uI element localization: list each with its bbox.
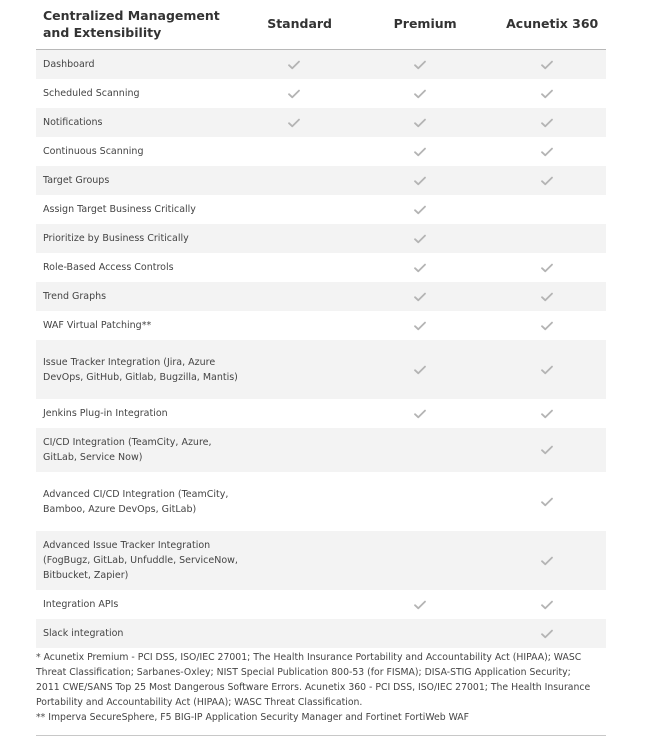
cell-premium — [346, 263, 493, 273]
table-row — [36, 590, 606, 619]
table-row — [36, 79, 606, 108]
cell-acunetix-360 — [493, 629, 601, 639]
cell-premium — [346, 321, 493, 331]
check-icon — [541, 321, 553, 331]
cell-premium — [346, 176, 493, 186]
cell-acunetix-360 — [493, 147, 601, 157]
cell-premium — [346, 292, 493, 302]
bottom-divider — [36, 735, 606, 736]
cell-acunetix-360 — [493, 292, 601, 302]
feature-label: Advanced CI/CD Integration (TeamCity, Bamboo, Azure DevOps, GitLab) — [43, 488, 229, 515]
check-icon — [414, 205, 426, 215]
feature-label: Scheduled Scanning — [43, 88, 140, 99]
table-row — [36, 619, 606, 648]
check-icon — [541, 147, 553, 157]
cell-acunetix-360 — [493, 321, 601, 331]
cell-acunetix-360 — [493, 89, 601, 99]
footnote-waf: ** Imperva SecureSphere, F5 BIG-IP Application Security Manager and Fortinet FortiWeb WAF — [36, 712, 469, 723]
table-row — [36, 195, 606, 224]
table-row — [36, 108, 606, 137]
cell-acunetix-360 — [493, 497, 601, 507]
table-row — [36, 399, 606, 428]
check-icon — [414, 60, 426, 70]
check-icon — [541, 118, 553, 128]
check-icon — [414, 263, 426, 273]
table-row — [36, 531, 606, 590]
feature-label: CI/CD Integration (TeamCity, Azure, GitLab, Service Now) — [43, 437, 212, 463]
check-icon — [414, 176, 426, 186]
cell-acunetix-360 — [493, 445, 601, 455]
cell-premium — [346, 147, 493, 157]
check-icon — [541, 445, 553, 455]
table-row — [36, 311, 606, 340]
cell-premium — [346, 118, 493, 128]
check-icon — [541, 409, 553, 419]
table-row — [36, 50, 606, 79]
feature-label: Integration APIs — [43, 599, 119, 610]
cell-acunetix-360 — [493, 60, 601, 70]
feature-label: Advanced Issue Tracker Integration (FogBugz, GitLab, Unfuddle, ServiceNow, Bitbucket, Zapier) — [43, 540, 238, 581]
feature-label: Continuous Scanning — [43, 146, 144, 157]
check-icon — [414, 118, 426, 128]
feature-label: Target Groups — [43, 175, 110, 186]
check-icon — [541, 497, 553, 507]
cell-standard — [241, 60, 346, 70]
check-icon — [541, 365, 553, 375]
cell-premium — [346, 234, 493, 244]
feature-label: Prioritize by Business Critically — [43, 233, 189, 244]
feature-label: Jenkins Plug-in Integration — [43, 408, 168, 419]
cell-premium — [346, 409, 493, 419]
column-header-standard: Standard — [267, 16, 332, 31]
check-icon — [414, 89, 426, 99]
check-icon — [288, 118, 300, 128]
check-icon — [541, 556, 553, 566]
check-icon — [414, 321, 426, 331]
cell-acunetix-360 — [493, 263, 601, 273]
feature-label: Role-Based Access Controls — [43, 262, 174, 273]
table-row — [36, 282, 606, 311]
check-icon — [541, 263, 553, 273]
table-header — [36, 0, 606, 50]
table-row — [36, 472, 606, 531]
cell-acunetix-360 — [493, 600, 601, 610]
cell-acunetix-360 — [493, 118, 601, 128]
check-icon — [541, 89, 553, 99]
check-icon — [414, 292, 426, 302]
check-icon — [414, 365, 426, 375]
table-row — [36, 137, 606, 166]
cell-premium — [346, 60, 493, 70]
feature-label: Notifications — [43, 117, 103, 128]
feature-label: WAF Virtual Patching** — [43, 320, 152, 331]
feature-label: Trend Graphs — [43, 291, 107, 302]
check-icon — [414, 600, 426, 610]
check-icon — [288, 89, 300, 99]
cell-premium — [346, 365, 493, 375]
cell-premium — [346, 89, 493, 99]
feature-label: Slack integration — [43, 628, 124, 639]
check-icon — [541, 629, 553, 639]
table-row — [36, 224, 606, 253]
check-icon — [414, 409, 426, 419]
table-row — [36, 340, 606, 399]
table-row — [36, 253, 606, 282]
check-icon — [541, 292, 553, 302]
feature-label: Dashboard — [43, 59, 95, 70]
cell-premium — [346, 600, 493, 610]
table-row — [36, 428, 606, 472]
check-icon — [414, 234, 426, 244]
cell-standard — [241, 118, 346, 128]
footnote-premium: * Acunetix Premium - PCI DSS, ISO/IEC 27001; The Health Insurance Portability and Accountability Act (HIPAA); WASC Threat Classification; Sarbanes-Oxley; NIST Special Publication 800-53 (for FISMA); DISA-STIG Application Security; 2011 CWE/SANS Top 25 Most Dangerous Software Errors. Acunetix 360 - PCI DSS, ISO/IEC 27001; The Health Insurance Portability and Accountability Act (HIPAA); WASC Threat Classification. — [36, 652, 591, 708]
cell-acunetix-360 — [493, 176, 601, 186]
check-icon — [414, 147, 426, 157]
cell-premium — [346, 205, 493, 215]
cell-acunetix-360 — [493, 365, 601, 375]
check-icon — [288, 60, 300, 70]
feature-label: Assign Target Business Critically — [43, 204, 196, 215]
comparison-table — [36, 0, 606, 736]
check-icon — [541, 60, 553, 70]
footnotes — [36, 650, 596, 725]
section-title: Centralized Management and Extensibility — [43, 8, 220, 40]
check-icon — [541, 176, 553, 186]
table-row — [36, 166, 606, 195]
column-header-premium: Premium — [393, 16, 457, 31]
cell-standard — [241, 89, 346, 99]
column-header-acunetix-360: Acunetix 360 — [506, 16, 599, 31]
cell-acunetix-360 — [493, 556, 601, 566]
table-body — [36, 50, 606, 648]
check-icon — [541, 600, 553, 610]
cell-acunetix-360 — [493, 409, 601, 419]
feature-label: Issue Tracker Integration (Jira, Azure DevOps, GitHub, Gitlab, Bugzilla, Mantis) — [43, 356, 238, 383]
